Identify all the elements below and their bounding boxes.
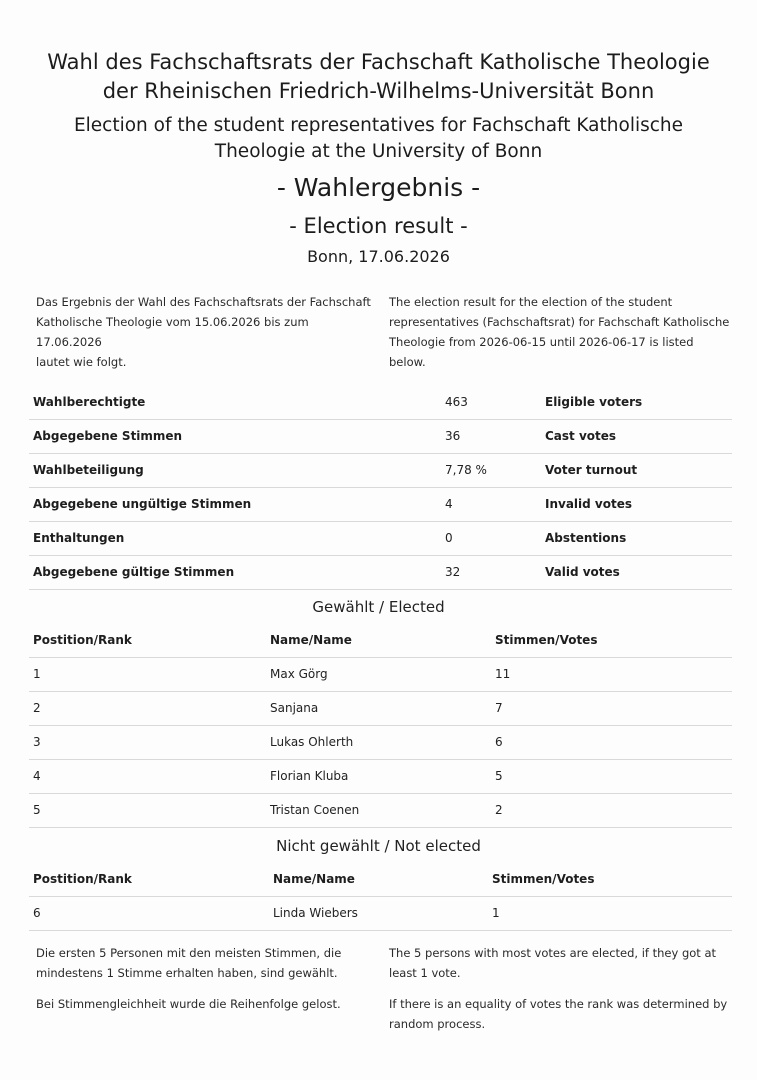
title-english-line-2: Theologie at the University of Bonn bbox=[214, 141, 543, 162]
column-header-votes: Stimmen/Votes bbox=[495, 633, 598, 647]
statistics-table bbox=[29, 386, 732, 590]
elected-heading: Gewählt / Elected bbox=[312, 598, 445, 616]
votes-cell: 7 bbox=[495, 701, 503, 715]
title-german-line-1: Wahl des Fachschaftsrats der Fachschaft Katholische Theologie bbox=[47, 50, 710, 74]
table-row bbox=[29, 897, 732, 931]
stat-value: 32 bbox=[445, 565, 461, 579]
rank-cell: 5 bbox=[33, 803, 41, 817]
name-cell: Lukas Ohlerth bbox=[270, 735, 354, 749]
table-row bbox=[29, 658, 732, 692]
intro-german bbox=[36, 292, 376, 372]
table-row bbox=[29, 726, 732, 760]
votes-cell: 2 bbox=[495, 803, 503, 817]
intro-german-line-1: Das Ergebnis der Wahl des Fachschaftsrats der Fachschaft bbox=[36, 295, 371, 309]
stat-label-english: Eligible voters bbox=[545, 395, 643, 409]
stat-row-abstentions bbox=[29, 522, 732, 556]
stat-label-english: Valid votes bbox=[545, 565, 620, 579]
heading-german: - Wahlergebnis - bbox=[276, 173, 481, 202]
stat-label-english: Invalid votes bbox=[545, 497, 633, 511]
votes-cell: 5 bbox=[495, 769, 503, 783]
stat-value: 4 bbox=[445, 497, 453, 511]
stat-row-cast-votes bbox=[29, 420, 732, 454]
name-cell: Tristan Coenen bbox=[270, 803, 360, 817]
rule-note-english-line-2: least 1 vote. bbox=[389, 966, 461, 980]
intro-english-line-1: The election result for the election of the student bbox=[389, 295, 673, 309]
title-german bbox=[0, 48, 757, 106]
intro-english-line-4: below. bbox=[389, 355, 426, 369]
tie-note-german-line-1: Bei Stimmengleichheit wurde die Reihenfolge gelost. bbox=[36, 997, 341, 1011]
stat-label-english: Abstentions bbox=[545, 531, 627, 545]
intro-english-line-3: Theologie from 2026-06-15 until 2026-06-17 is listed bbox=[389, 335, 694, 349]
rule-note-german-line-1: Die ersten 5 Personen mit den meisten Stimmen, die bbox=[36, 946, 342, 960]
column-header-rank: Postition/Rank bbox=[33, 633, 132, 647]
table-row bbox=[29, 692, 732, 726]
rank-cell: 2 bbox=[33, 701, 41, 715]
name-cell: Sanjana bbox=[270, 701, 319, 715]
table-row bbox=[29, 760, 732, 794]
column-header-name: Name/Name bbox=[270, 633, 352, 647]
elected-header-row bbox=[29, 624, 732, 658]
title-german-line-2: der Rheinischen Friedrich-Wilhelms-Universität Bonn bbox=[102, 79, 655, 103]
stat-label-german: Abgegebene ungültige Stimmen bbox=[33, 497, 252, 511]
column-header-votes: Stimmen/Votes bbox=[492, 872, 595, 886]
column-header-name: Name/Name bbox=[273, 872, 355, 886]
rule-note-german bbox=[36, 943, 376, 983]
stat-row-invalid-votes bbox=[29, 488, 732, 522]
stat-row-valid-votes bbox=[29, 556, 732, 590]
votes-cell: 6 bbox=[495, 735, 503, 749]
stat-value: 0 bbox=[445, 531, 453, 545]
not-elected-header-row bbox=[29, 863, 732, 897]
stat-label-german: Abgegebene gültige Stimmen bbox=[33, 565, 235, 579]
intro-german-line-3: lautet wie folgt. bbox=[36, 355, 127, 369]
votes-cell: 11 bbox=[495, 667, 511, 681]
intro-english bbox=[389, 292, 734, 372]
intro-english-line-2: representatives (Fachschaftsrat) for Fachschaft Katholische bbox=[389, 315, 730, 329]
rank-cell: 4 bbox=[33, 769, 41, 783]
rank-cell: 3 bbox=[33, 735, 41, 749]
elected-table bbox=[29, 624, 732, 828]
stat-label-german: Wahlberechtigte bbox=[33, 395, 146, 409]
tie-note-english-line-1: If there is an equality of votes the rank was determined by bbox=[389, 997, 728, 1011]
name-cell: Florian Kluba bbox=[270, 769, 349, 783]
stat-label-german: Abgegebene Stimmen bbox=[33, 429, 183, 443]
rule-note-english-line-1: The 5 persons with most votes are elected, if they got at bbox=[389, 946, 717, 960]
intro-german-line-2: Katholische Theologie vom 15.06.2026 bis zum 17.06.2026 bbox=[36, 315, 309, 349]
tie-note-german bbox=[36, 994, 376, 1014]
column-header-rank: Postition/Rank bbox=[33, 872, 132, 886]
name-cell: Linda Wiebers bbox=[273, 906, 358, 920]
stat-label-german: Wahlbeteiligung bbox=[33, 463, 144, 477]
rule-note-english bbox=[389, 943, 734, 983]
rule-note-german-line-2: mindestens 1 Stimme erhalten haben, sind gewählt. bbox=[36, 966, 338, 980]
not-elected-table bbox=[29, 863, 732, 931]
stat-label-english: Cast votes bbox=[545, 429, 617, 443]
rank-cell: 6 bbox=[33, 906, 41, 920]
stat-value: 7,78 % bbox=[445, 463, 487, 477]
tie-note-english bbox=[389, 994, 734, 1034]
title-english-line-1: Election of the student representatives for Fachschaft Katholische bbox=[73, 115, 684, 136]
stat-label-german: Enthaltungen bbox=[33, 531, 125, 545]
stat-value: 36 bbox=[445, 429, 461, 443]
name-cell: Max Görg bbox=[270, 667, 328, 681]
rank-cell: 1 bbox=[33, 667, 41, 681]
place-date: Bonn, 17.06.2026 bbox=[307, 247, 450, 266]
stat-row-eligible-voters bbox=[29, 386, 732, 420]
table-row bbox=[29, 794, 732, 828]
votes-cell: 1 bbox=[492, 906, 500, 920]
not-elected-heading: Nicht gewählt / Not elected bbox=[276, 837, 481, 855]
title-english bbox=[0, 113, 757, 165]
stat-value: 463 bbox=[445, 395, 468, 409]
stat-label-english: Voter turnout bbox=[545, 463, 638, 477]
heading-english: - Election result - bbox=[289, 214, 468, 238]
stat-row-voter-turnout bbox=[29, 454, 732, 488]
tie-note-english-line-2: random process. bbox=[389, 1017, 486, 1031]
